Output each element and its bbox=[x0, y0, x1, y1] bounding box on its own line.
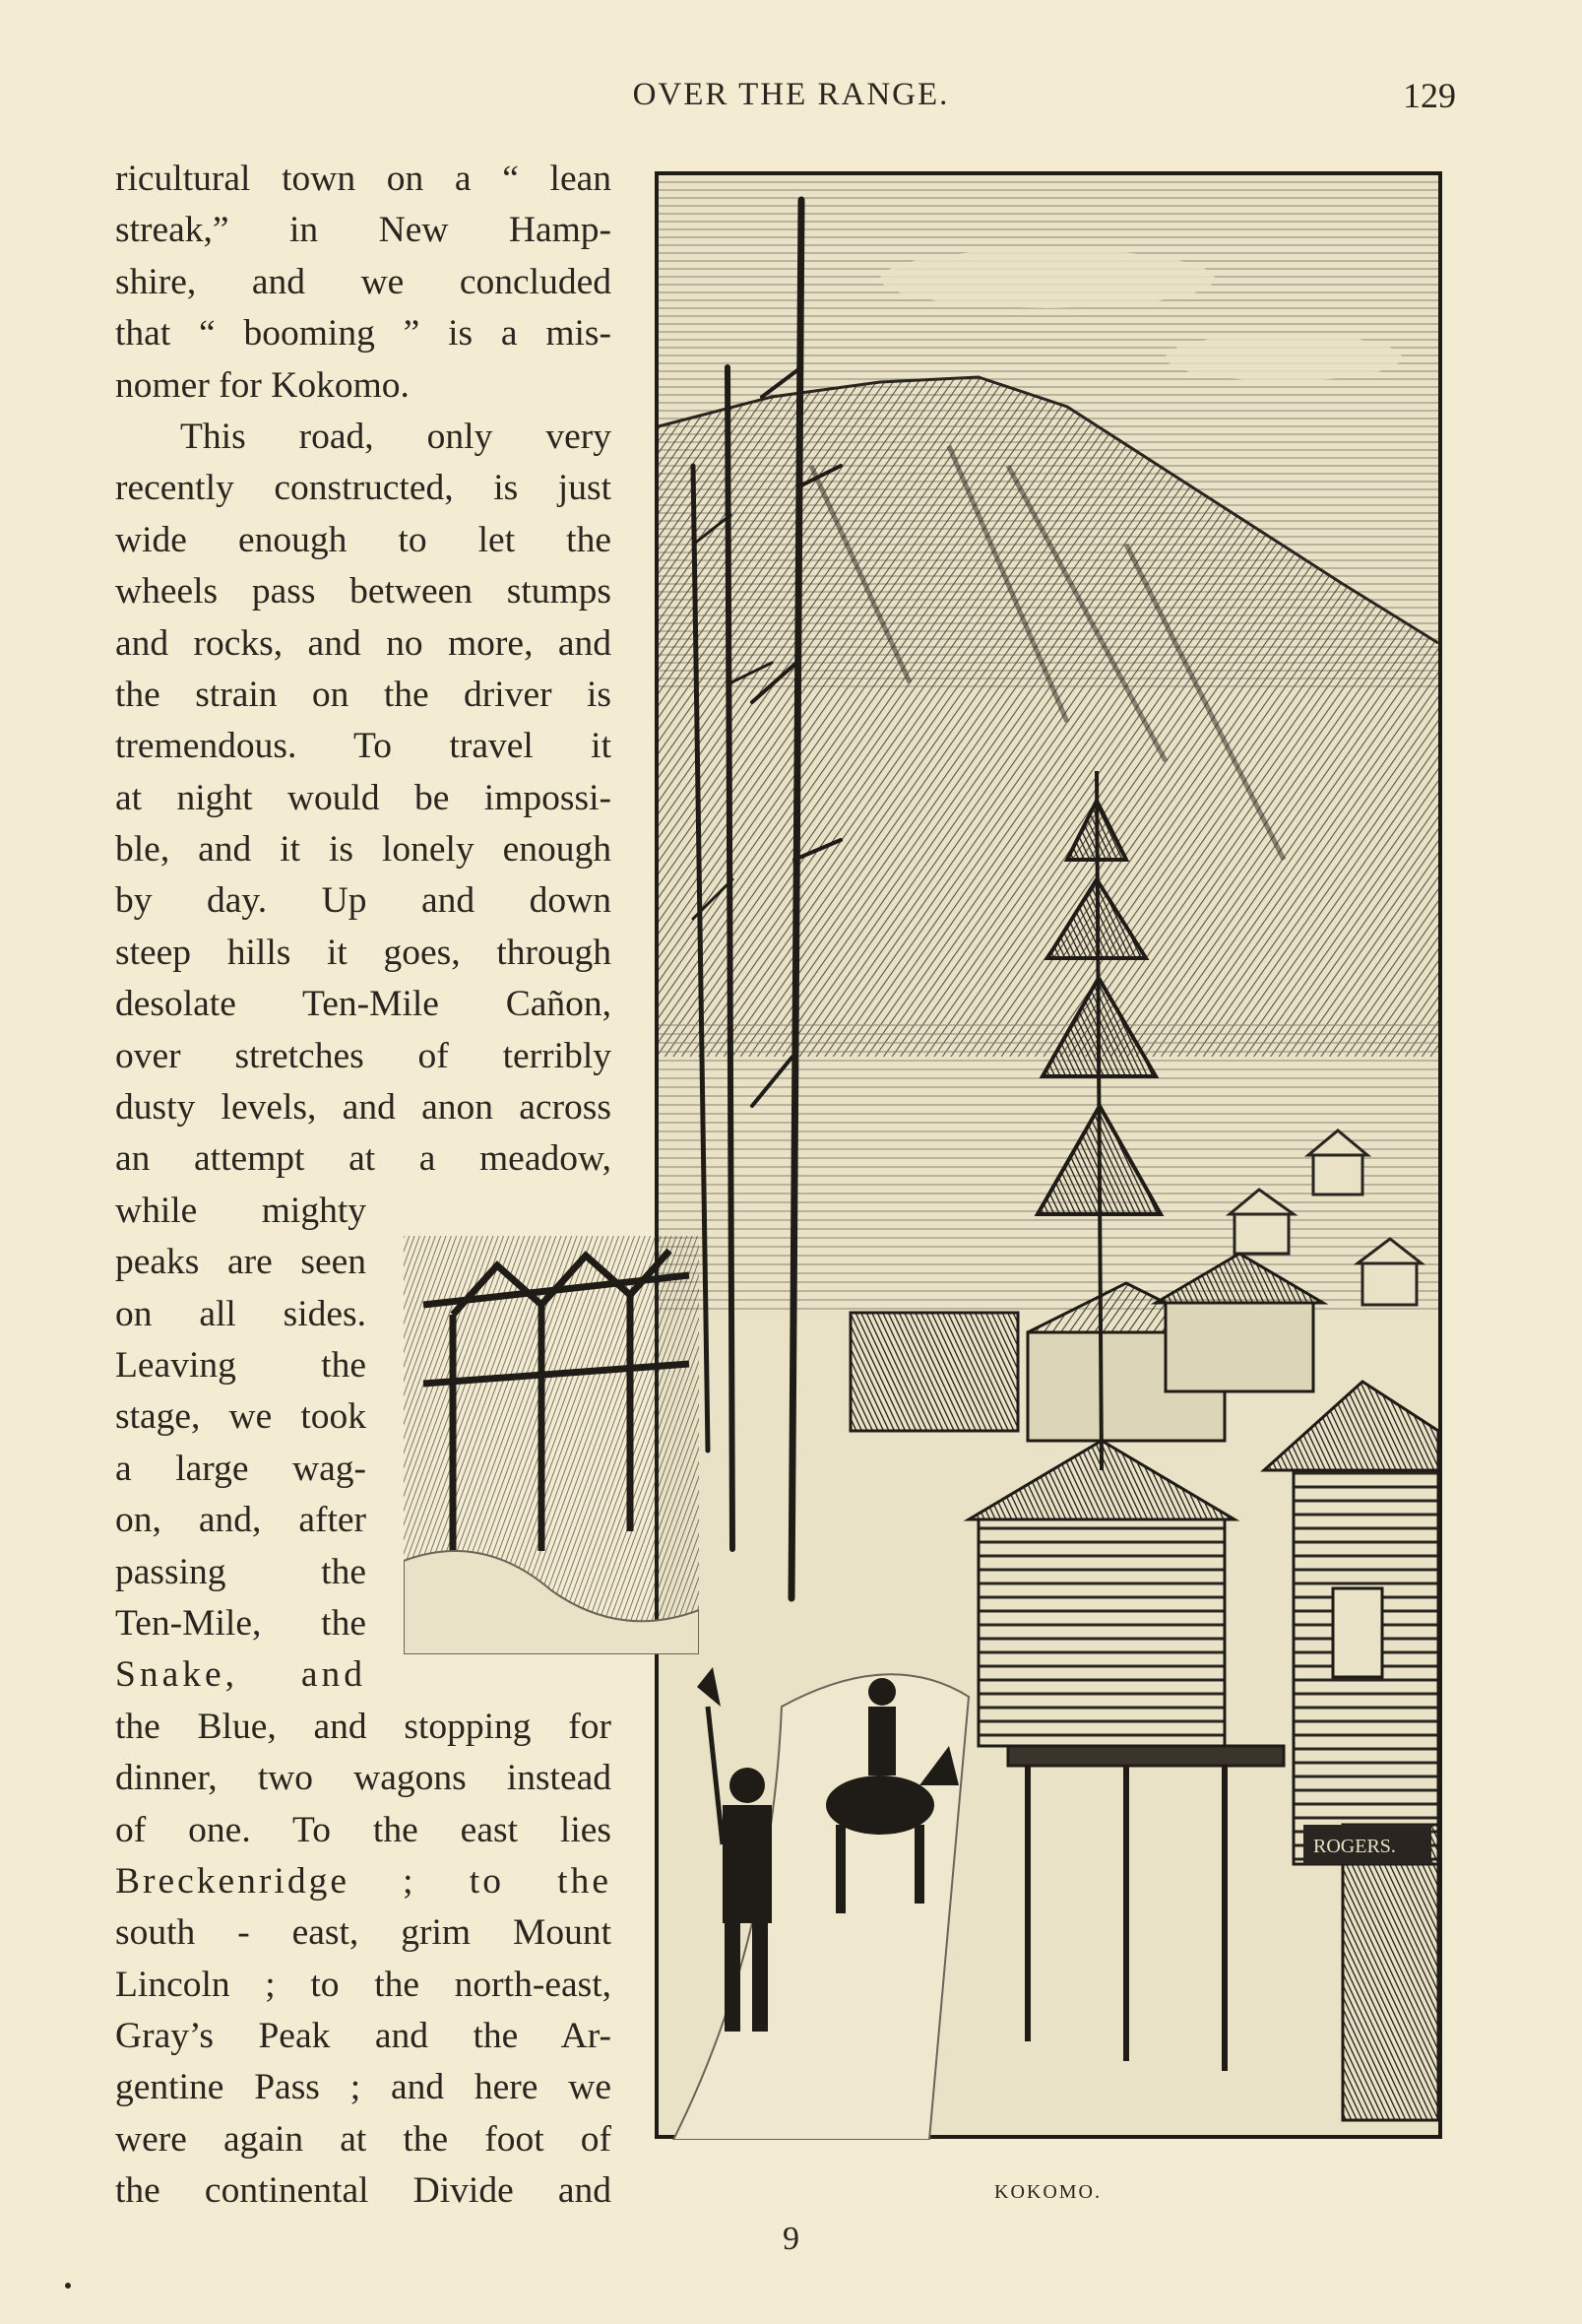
text-line: nomer for Kokomo. bbox=[115, 364, 410, 406]
text-line: Gray’s Peak and the Ar- bbox=[115, 2016, 611, 2057]
text-line: passing the bbox=[115, 1551, 366, 1592]
mine-structure-inset bbox=[404, 1236, 699, 1654]
text-line: wheels pass between stumps bbox=[115, 571, 611, 613]
text-line: dusty levels, and anon across bbox=[115, 1087, 611, 1129]
text-line: on all sides. bbox=[115, 1293, 366, 1334]
text-line: the strain on the driver is bbox=[115, 674, 611, 715]
body-text bbox=[115, 154, 611, 2218]
signature-mark: 9 bbox=[783, 2221, 799, 2257]
text-line: steep hills it goes, through bbox=[115, 932, 611, 973]
text-line: south - east, grim Mount bbox=[115, 1912, 611, 1954]
text-line: gentine Pass ; and here we bbox=[115, 2067, 611, 2108]
text-line: of one. To the east lies bbox=[115, 1809, 611, 1850]
text-line: recently constructed, is just bbox=[115, 468, 611, 509]
text-line: This road, only very bbox=[180, 416, 611, 457]
text-line: shire, and we concluded bbox=[115, 261, 611, 302]
text-line: ricultural town on a “ lean bbox=[115, 159, 611, 199]
text-line: and rocks, and no more, and bbox=[115, 622, 611, 664]
text-line: dinner, two wagons instead bbox=[115, 1758, 611, 1799]
text-line: peaks are seen bbox=[115, 1242, 366, 1283]
text-line: desolate Ten-Mile Cañon, bbox=[115, 984, 611, 1025]
text-line: the continental Divide and bbox=[115, 2170, 611, 2212]
running-head: OVER THE RANGE. bbox=[632, 77, 950, 112]
text-line: Breckenridge ; to the bbox=[115, 1860, 611, 1902]
text-line: over stretches of terribly bbox=[115, 1035, 611, 1076]
text-line: on, and, after bbox=[115, 1500, 366, 1541]
text-line: at night would be impossi- bbox=[115, 777, 611, 818]
illustration-caption: KOKOMO. bbox=[994, 2181, 1102, 2203]
print-speck bbox=[65, 2283, 71, 2289]
text-line: tremendous. To travel it bbox=[115, 726, 611, 767]
text-line: Ten-Mile, the bbox=[115, 1602, 366, 1644]
text-line: a large wag- bbox=[115, 1448, 366, 1489]
text-line: by day. Up and down bbox=[115, 880, 611, 922]
text-line: Lincoln ; to the north-east, bbox=[115, 1964, 611, 2005]
kokomo-engraving bbox=[654, 170, 1443, 2140]
text-line: Leaving the bbox=[115, 1344, 366, 1386]
text-line: wide enough to let the bbox=[115, 519, 611, 560]
text-line: streak,” in New Hamp- bbox=[115, 210, 611, 251]
text-line: an attempt at a meadow, bbox=[115, 1138, 611, 1180]
page-number: 129 bbox=[1403, 76, 1456, 115]
signpost-text: ROGERS. bbox=[1313, 1836, 1396, 1857]
text-line: while mighty bbox=[115, 1190, 366, 1231]
text-line: that “ booming ” is a mis- bbox=[115, 313, 611, 355]
text-line: were again at the foot of bbox=[115, 2118, 611, 2160]
text-line: the Blue, and stopping for bbox=[115, 1706, 611, 1747]
text-line: Snake, and bbox=[115, 1654, 366, 1696]
text-line: ble, and it is lonely enough bbox=[115, 829, 611, 871]
text-line: stage, we took bbox=[115, 1396, 366, 1438]
